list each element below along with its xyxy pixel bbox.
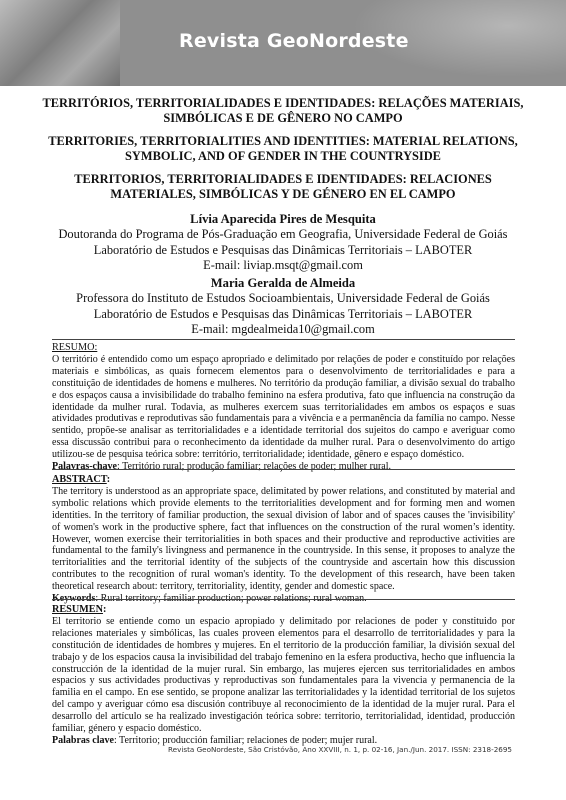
author-1-email[interactable]: E-mail: liviap.msqt@gmail.com [203,258,363,272]
title-spanish [0,172,566,202]
abstract-section [52,474,515,605]
author-1 [0,212,566,274]
resumo-keywords [52,461,515,473]
title-es-line-2: MATERIALES, SIMBÓLICAS Y DE GÉNERO EN EL CAMPO [110,187,456,201]
page-footer: Revista GeoNordeste, São Cristóvão, Ano XXVIII, n. 1, p. 02-16, Jan./Jun. 2017. ISSN: 2318-2695 [168,745,512,754]
title-en-line-2: SYMBOLIC, AND OF GENDER IN THE COUNTRYSIDE [125,149,441,163]
resumen-heading [52,604,515,616]
resumen-label: RESUMEN [52,604,103,615]
resumo-keywords-text: : Território rural; produção familiar; relações de poder; mulher rural. [117,461,392,473]
abstract-keywords-text: : Rural territory; familiar production; power relations; rural woman. [95,593,367,605]
title-english [0,134,566,164]
abstract-text: The territory is understood as an appropriate space, delimitated by power relations, and constituted by material and symbolic relations which provide elements to the territorialities development and for forming men and women identities. In the territory of familiar production, the sexual division of labor and of spaces causes the 'invisibility' of women's work in the productive sphere, fact that influences on the construction of the rural women’s identity. However, women exercise their territorialities in both spaces and their productive and reproductive activities are fundamental to the family's livingness and permanence in the countryside. In this sense, it proposes to analyze the territorialities and the territorial identity of the subjects of the countryside and ascertain how this discussion contributes to the recognition of rural woman's identity. To the development of this research, have been taken theoretical research about: territory, territoriality, identity, gender and domestic space. [52,485,515,593]
resumen-keywords-text: : Territorio; producción familiar; relaciones de poder; mujer rural. [113,734,378,746]
title-portuguese [0,96,566,126]
resumo-section [52,342,515,473]
resumen-keywords-label: Palabras clave [52,734,114,746]
resumo-label: RESUMO: [52,342,98,353]
resumo-keywords-label: Palavras-chave [52,461,117,473]
resumen-text: El territorio se entiende como un espacio apropiado y delimitado por relaciones de poder y constituido por relaciones materiales y simbólicas, las cuales proveen elementos para el desarrollo de territorialidades y para la constitución de identidades de hombres y mujeres. En el territorio de la producción familiar, la división sexual del trabajo y de los espacios causa la invisibilidad del trabajo femenino en la esfera productiva, hecho que influencia la construcción de la identidad de la mujer rural. Sin embargo, las mujeres ejercen sus territorialidades en ambos espacios y sus actividades productivas y reproductivas son fundamentales para la vivencia y permanencia de la familia en el campo. En ese sentido, se propone analizar las territorialidades y la identidad territorial de los sujetos del campo y averiguar cómo esa discusión contribuye al reconocimiento de la identidad de la mujer rural. Para el desarrollo del artículo se ha realizado investigación teórica sobre: territorio, territorialidad, identidad, producción familiar, género y espacio doméstico. [52,615,515,735]
author-1-affiliation: Doutoranda do Programa de Pós-Graduação em Geografia, Universidade Federal de Goiás [58,227,508,241]
author-1-name: Lívia Aparecida Pires de Mesquita [190,212,376,226]
author-2-name: Maria Geralda de Almeida [210,276,356,290]
journal-banner [0,0,566,86]
banner-texture [0,0,120,86]
divider [52,339,515,340]
author-1-lab: Laboratório de Estudos e Pesquisas das Dinâmicas Territoriais – LABOTER [93,242,473,257]
title-pt-line-2: SIMBÓLICAS E DE GÊNERO NO CAMPO [163,111,403,125]
resumen-label-colon: : [102,604,107,615]
title-en-line-1: TERRITORIES, TERRITORIALITIES AND IDENTITIES: MATERIAL RELATIONS, [48,134,518,148]
author-2-email[interactable]: E-mail: mgdealmeida10@gmail.com [191,322,375,336]
author-2 [0,276,566,338]
author-2-lab: Laboratório de Estudos e Pesquisas das Dinâmicas Territoriais – LABOTER [93,306,473,321]
abstract-heading [52,474,515,486]
abstract-label-colon: : [106,474,111,485]
abstract-label: ABSTRACT [52,474,107,485]
resumo-text: O território é entendido como um espaço apropriado e delimitado por relações de poder e constituído por relações materiais e simbólicas, as quais fornecem elementos para o desenvolvimento de territorialidades e para a constituição de identidades de homens e mulheres. No território da produção familiar, a divisão sexual do trabalho e dos espaços causa a invisibilidade do trabalho feminino na esfera produtiva, fato que influencia na construção da identidade da mulher rural. Todavia, as mulheres exercem suas territorialidades em ambos os espaços e suas atividades produtivas e reprodutivas são fundamentais para a vivência e a permanência da família no campo. Nesse sentido, propõe-se analisar as territorialidades e a identidade territorial dos sujeitos do campo e averiguar como essa discussão contribui para o reconhecimento da identidade da mulher rural. Para o desenvolvimento do artigo utilizou-se de pesquisa teórica sobre: território, territorialidade; identidade, gênero e espaço doméstico. [52,353,515,461]
divider [52,469,515,470]
divider [52,599,515,600]
title-es-line-1: TERRITORIOS, TERRITORIALIDADES E IDENTIDADES: RELACIONES [74,172,492,186]
title-pt-line-1: TERRITÓRIOS, TERRITORIALIDADES E IDENTIDADES: RELAÇÕES MATERIAIS, [42,96,524,110]
resumen-section [52,604,515,747]
author-2-affiliation: Professora do Instituto de Estudos Socioambientais, Universidade Federal de Goiás [76,291,490,305]
journal-title: Revista GeoNordeste [179,30,409,52]
abstract-keywords-label: Keywords [52,593,96,605]
